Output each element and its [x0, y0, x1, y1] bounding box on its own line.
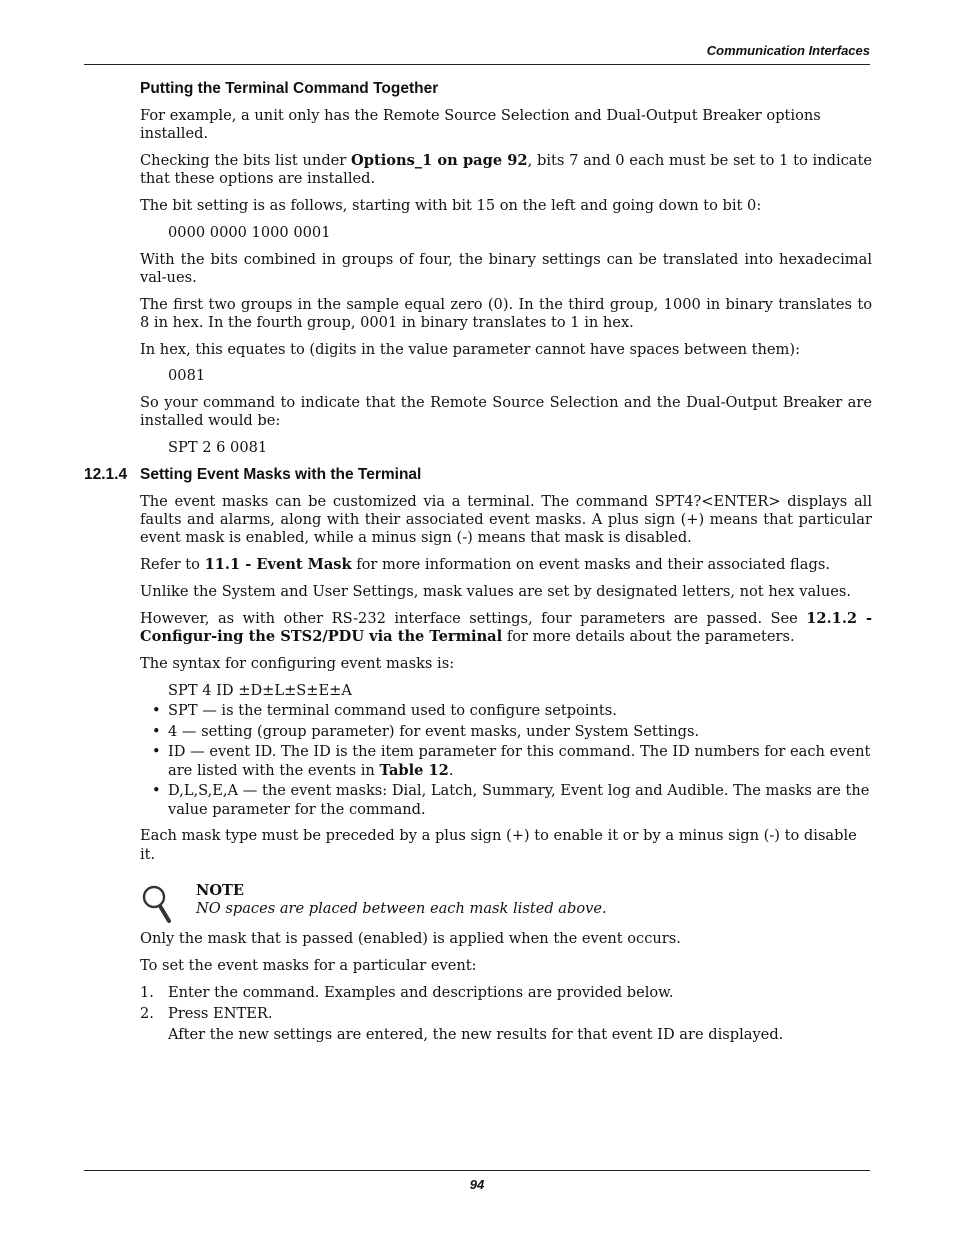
- paragraph: The syntax for configuring event masks is:: [140, 654, 455, 672]
- steps-list: [140, 984, 872, 1023]
- paragraph: With the bits combined in groups of four, the binary settings can be translated into hexadecimal val-ues.: [140, 250, 872, 286]
- paragraph: The event masks can be customized via a terminal. The command SPT4?<ENTER> displays all faults and alarms, along with their associated event masks. A plus sign (+) means that particular event mask is enabled, while a minus sign (-) means that mask is disabled.: [140, 492, 872, 547]
- note-box: [140, 882, 872, 918]
- list-item: • ID — event ID. The ID is the item parameter for this command. The ID numbers for each event are listed with the events in Table 12.: [152, 743, 871, 779]
- cross-reference: Table 12: [379, 761, 449, 779]
- paragraph: Unlike the System and User Settings, mask values are set by designated letters, not hex values.: [140, 582, 851, 600]
- paragraph: The first two groups in the sample equal zero (0). In the third group, 1000 in binary translates to 8 in hex. In the fourth group, 0001 in binary translates to 1 in hex.: [140, 295, 872, 331]
- paragraph: In hex, this equates to (digits in the value parameter cannot have spaces between them):: [140, 340, 800, 358]
- section-title: Setting Event Masks with the Terminal: [140, 465, 422, 483]
- section-number: 12.1.4: [84, 465, 128, 483]
- paragraph: For example, a unit only has the Remote Source Selection and Dual-Output Breaker options installed.: [140, 107, 821, 143]
- paragraph: However, as with other RS-232 interface settings, four parameters are passed. See 12.1.2 - Configur-ing the STS2/PDU via the Terminal for more details about the parameters.: [140, 609, 873, 645]
- code-sample: 0081: [168, 367, 206, 385]
- page-content: [84, 80, 873, 1053]
- paragraph: Refer to 11.1 - Event Mask for more information on event masks and their associated flags.: [140, 556, 830, 574]
- cross-reference: 12.1.2 - Configur-ing the STS2/PDU via the Terminal: [140, 609, 873, 645]
- magnifier-icon: [140, 884, 174, 924]
- header-rule: [84, 64, 870, 65]
- syntax-line: SPT 4 ID ±D±L±S±E±A: [168, 681, 352, 699]
- paragraph: To set the event masks for a particular event:: [140, 956, 477, 974]
- paragraph: The bit setting is as follows, starting with bit 15 on the left and going down to bit 0:: [140, 197, 762, 214]
- footer-rule: [84, 1170, 870, 1171]
- paragraph: Each mask type must be preceded by a plus sign (+) to enable it or by a minus sign (-) to disable it.: [140, 827, 857, 863]
- running-header: Communication Interfaces: [706, 43, 870, 58]
- paragraph: Checking the bits list under Options_1 on page 92, bits 7 and 0 each must be set to 1 to indicate that these options are installed.: [140, 152, 872, 188]
- list-item: • SPT — is the terminal command used to configure setpoints.: [152, 701, 617, 719]
- list-item: • D,L,S,E,A — the event masks: Dial, Latch, Summary, Event log and Audible. The masks are the value parameter for the command.: [152, 782, 870, 818]
- code-sample: 0000 0000 1000 0001: [168, 223, 331, 241]
- list-item: • 4 — setting (group parameter) for event masks, under System Settings.: [152, 722, 700, 740]
- note-title: NOTE: [196, 881, 245, 899]
- note-text: NO spaces are placed between each mask listed above.: [196, 899, 607, 917]
- paragraph: So your command to indicate that the Remote Source Selection and the Dual-Output Breaker are installed would be:: [140, 394, 872, 430]
- section-heading: [84, 466, 872, 484]
- step-item: 2. Press ENTER.: [140, 1004, 273, 1022]
- step-item: 1. Enter the command. Examples and descriptions are provided below.: [140, 983, 674, 1001]
- cross-reference: Options_1 on page 92: [351, 152, 528, 169]
- paragraph: Only the mask that is passed (enabled) is applied when the event occurs.: [140, 930, 681, 948]
- subsection-heading: Putting the Terminal Command Together: [140, 80, 439, 97]
- page-number: 94: [469, 1177, 485, 1192]
- parameter-list: [140, 702, 872, 819]
- code-sample: SPT 2 6 0081: [168, 439, 268, 457]
- cross-reference: 11.1 - Event Mask: [204, 556, 352, 574]
- step-result: After the new settings are entered, the new results for that event ID are displayed.: [168, 1025, 784, 1043]
